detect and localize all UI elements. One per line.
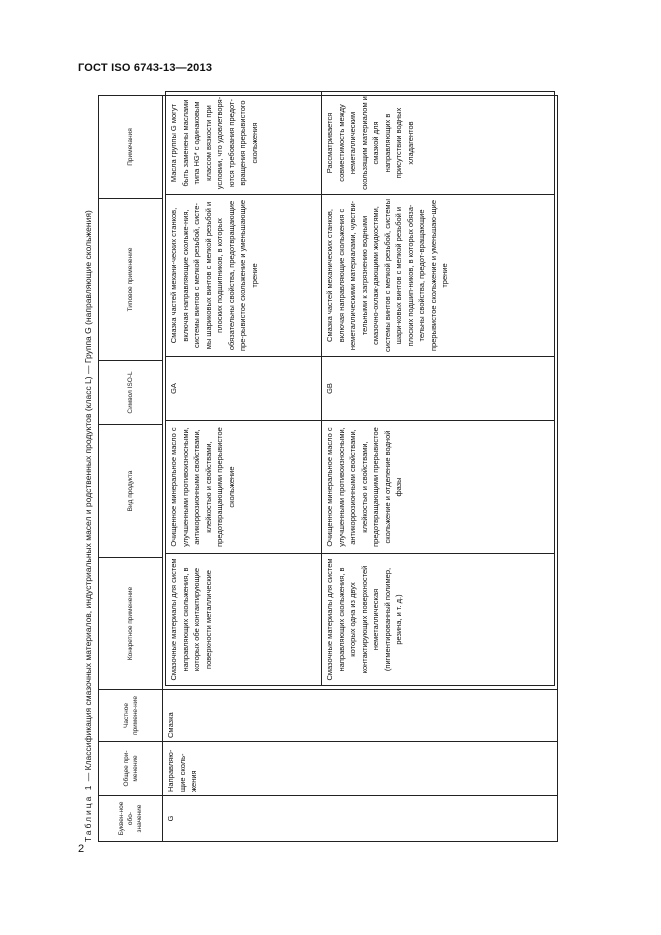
cell-general: Направляю-щие сколь-жения	[163, 742, 558, 796]
cell-particular: Смазка	[163, 690, 558, 742]
table-row	[163, 96, 558, 842]
cell-letter: G	[163, 796, 558, 842]
table-header-row	[99, 96, 163, 842]
cell-notes-gb: Рассматривается совместимость между неметаллическим скользящим материалом и смазкой для направляющих в присутствии водных хладагентов	[322, 92, 555, 195]
header-symbol: Символ ISO-L	[99, 361, 163, 425]
rotated-table-area	[78, 96, 560, 842]
subrows-cell	[163, 96, 558, 690]
header-notes: Примечания	[99, 96, 163, 199]
table-caption	[78, 96, 98, 842]
page-number: 2	[78, 843, 85, 855]
header-letter: Буквен-ное обо-значение	[99, 796, 163, 842]
cell-product-gb: Очищенное минеральное масло с улучшенными противоизносными, антикоррозионными свойствами, клейкостью и свойствами, предотвращающими прерывистое скольжение и отделение водной фазы	[322, 421, 555, 554]
cell-typical-ga: Смазка частей механи-ческих станков, включая направляющие скольже-ния, системы винтов с мелкой резьбой, систе-мы шариковых винтов с мелкой резьбой и плоских подшипников, в которых обязательны свойства, предотвращающие пре-рывистое скольжение и уменьшающие трение	[166, 195, 322, 357]
header-typical: Типовое применение	[99, 199, 163, 361]
classification-table	[98, 95, 558, 842]
subrow-gb	[322, 92, 555, 686]
cell-notes-ga: Масла группы G могут быть заменены маслами типа HG* с одинаковым классом вязкости при условии, что удовлетворя-ются требования предот-вращения прерывистого скольжения	[166, 92, 322, 195]
cell-typical-gb: Смазка частей механических станков, включая направляющие скольжения с неметаллическими материалами, чувстви-тельными к загрязнению водными смазочно-охлаж-дающими жидкостями, системы винтов с мелкой резьбой, системы шари-ковых винтов с мелкой резьбой и плоских подшип-ников, в которых обяза-тельны свойства, предот-вращающие прерывистое скольжение и уменьшаю-щие трение	[322, 195, 555, 357]
cell-specific-gb: Смазочные материалы для систем направляющих скольжения, в которых одна из двух контактирующих поверхностей неметаллическая (пигментированный полимер, резина, и т. д.)	[322, 554, 555, 686]
document-header: ГОСТ ISO 6743-13—2013	[78, 62, 213, 74]
subrow-ga	[166, 92, 322, 686]
cell-product-ga: Очищенное минеральное масло с улучшенными противоизносными, антикоррозионными свойствами, клейкостью и свойствами, предотвращающими прерывистое скольжение	[166, 421, 322, 554]
caption-label: Таблица 1	[83, 783, 93, 842]
cell-symbol-ga: GA	[166, 357, 322, 421]
header-particular: Частное примене-ние	[99, 690, 163, 742]
header-specific: Конкретное применение	[99, 558, 163, 690]
cell-specific-ga: Смазочные материалы для систем направляющих скольжения, в которых обе контактирующие поверхности металлические	[166, 554, 322, 686]
cell-symbol-gb: GB	[322, 357, 555, 421]
header-product: Вид продукта	[99, 425, 163, 558]
subrows-table	[165, 91, 555, 686]
header-general: Общее при-менение	[99, 742, 163, 796]
caption-text: — Классификация смазочных материалов, индустриальных масел и родственных продуктов (класс L) — Группа G (направляющие скольжения)	[83, 210, 93, 784]
